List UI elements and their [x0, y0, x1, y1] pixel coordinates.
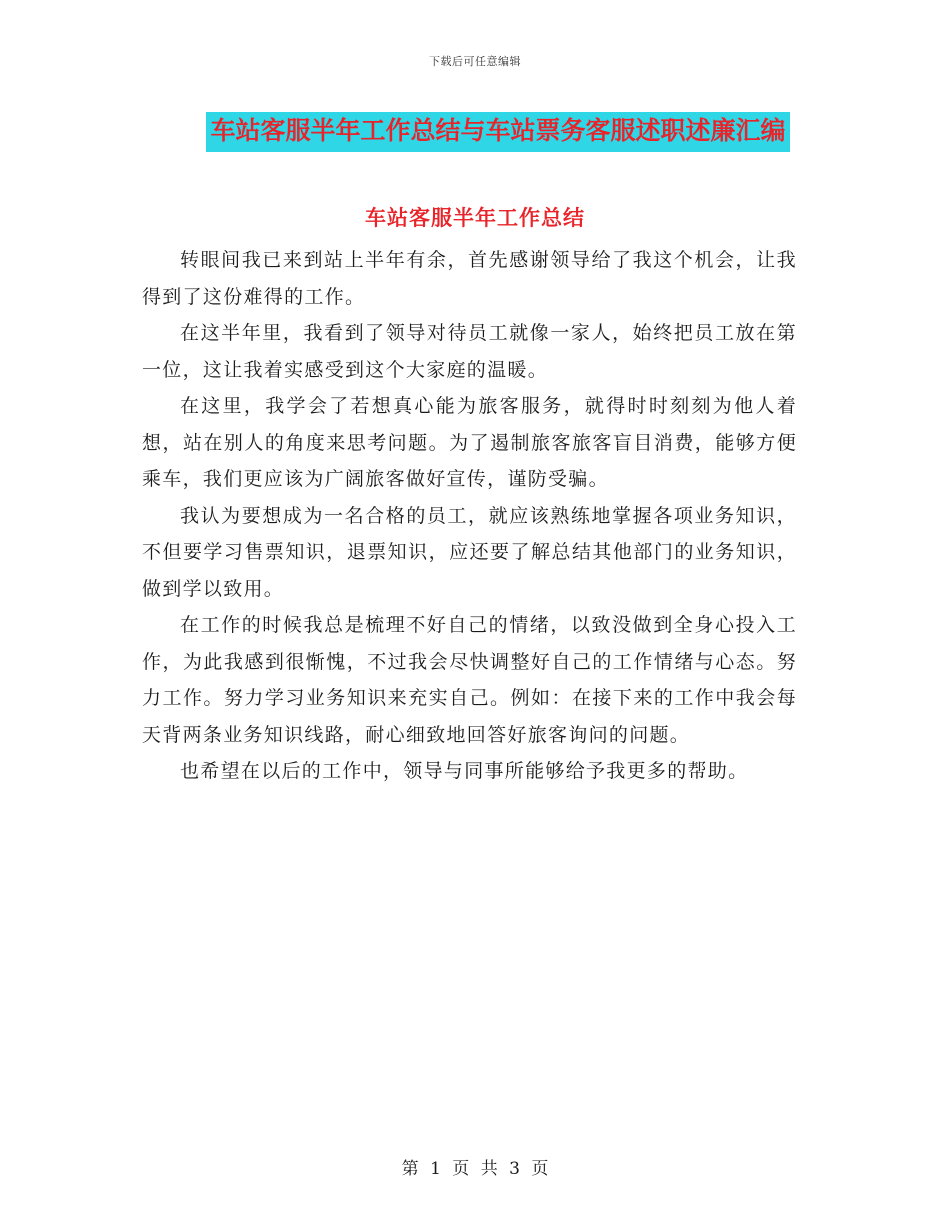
document-body: [142, 242, 797, 790]
paragraph: 在这半年里，我看到了领导对待员工就像一家人，始终把员工放在第一位，这让我着实感受到这个大家庭的温暖。: [142, 322, 797, 381]
header-note: 下载后可任意编辑: [429, 55, 521, 68]
paragraph: 转眼间我已来到站上半年有余，首先感谢领导给了我这个机会，让我得到了这份难得的工作。: [142, 249, 797, 308]
section-title: 车站客服半年工作总结: [365, 205, 585, 230]
paragraph: 也希望在以后的工作中，领导与同事所能够给予我更多的帮助。: [180, 760, 749, 782]
paragraph: 在工作的时候我总是梳理不好自己的情绪，以致没做到全身心投入工作，为此我感到很惭愧，不过我会尽快调整好自己的工作情绪与心态。努力工作。努力学习业务知识来充实自己。例如：在接下来的工作中我会每天背两条业务知识线路，耐心细致地回答好旅客询问的问题。: [142, 614, 797, 746]
page-number-footer: 第 1 页 共 3 页: [401, 1159, 549, 1179]
document-title-container: [0, 112, 950, 152]
paragraph: 我认为要想成为一名合格的员工，就应该熟练地掌握各项业务知识，不但要学习售票知识，退票知识，应还要了解总结其他部门的业务知识，做到学以致用。: [142, 504, 797, 600]
document-title: 车站客服半年工作总结与车站票务客服述职述廉汇编: [206, 112, 789, 152]
paragraph: 在这里，我学会了若想真心能为旅客服务，就得时时刻刻为他人着想，站在别人的角度来思考问题。为了遏制旅客旅客盲目消费，能够方便乘车，我们更应该为广阔旅客做好宣传，谨防受骗。: [142, 395, 797, 490]
